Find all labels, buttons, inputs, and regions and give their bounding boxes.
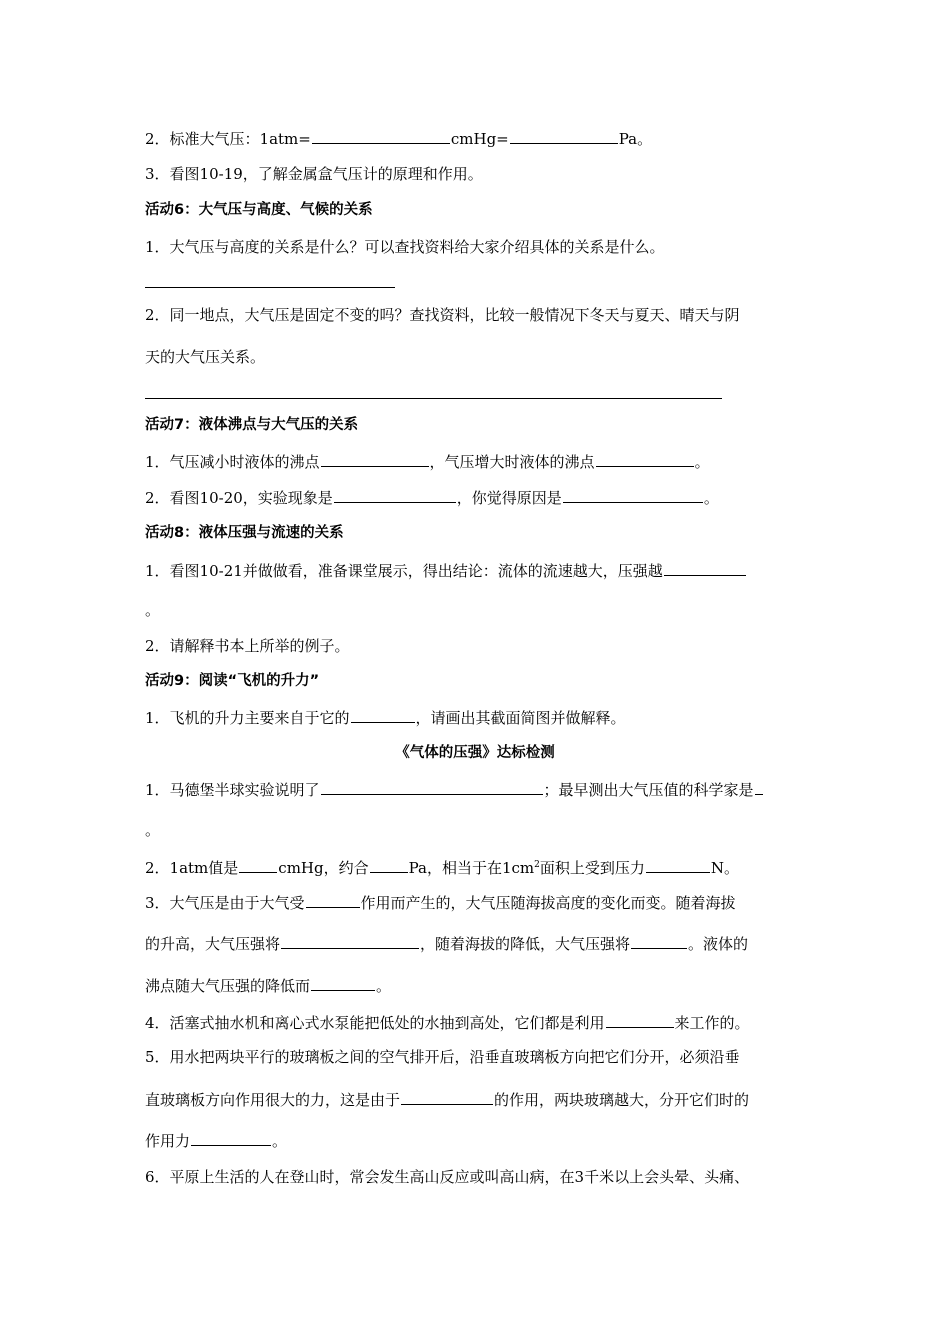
question-3-line-3: 沸点随大气压强的降低而 。 — [145, 977, 392, 995]
line-barometer: 3．看图10-19，了解金属盒气压计的原理和作用。 — [145, 165, 483, 183]
fill-blank[interactable] — [563, 487, 703, 503]
fill-blank[interactable] — [664, 560, 746, 576]
fill-blank[interactable] — [370, 857, 408, 873]
fill-blank[interactable] — [281, 933, 419, 949]
question-2: 2．1atm值是 cmHg，约合 Pa，相当于在$1cm^2$面积上受到压力 N。 — [145, 859, 740, 877]
question-1: 1．马德堡半球实验说明了 ；最早测出大气压值的科学家是 — [145, 779, 764, 799]
line-explain-examples: 2．请解释书本上所举的例子。 — [145, 637, 350, 655]
fill-blank[interactable] — [755, 779, 763, 795]
heading-activity-7: 活动7：液体沸点与大气压的关系 — [145, 417, 359, 433]
line-flow-speed: 1．看图10-21并做做看，准备课堂展示，得出结论：流体的流速越大，压强越 — [145, 560, 747, 580]
fill-blank[interactable] — [334, 487, 456, 503]
fill-blank[interactable] — [596, 451, 694, 467]
fill-blank[interactable] — [631, 933, 687, 949]
line-same-place: 2．同一地点，大气压是固定不变的吗？查找资料，比较一般情况下冬天与夏天、晴天与阴 — [145, 306, 740, 324]
question-3-line-2: 的升高，大气压强将 ，随着海拔的降低，大气压强将 。液体的 — [145, 935, 749, 953]
fill-blank[interactable] — [606, 1012, 674, 1028]
line-height-relation: 1．大气压与高度的关系是什么？可以查找资料给大家介绍具体的关系是什么。 — [145, 238, 665, 256]
line-weather-relation: 天的大气压关系。 — [145, 348, 266, 366]
line-period: 。 — [145, 601, 161, 619]
answer-line[interactable] — [145, 287, 395, 288]
fill-blank[interactable] — [311, 975, 375, 991]
question-5-line-2: 直玻璃板方向作用很大的力，这是由于 的作用，两块玻璃越大，分开它们时的 — [145, 1091, 750, 1109]
line-atm: 2．标准大气压：1atm= cmHg= Pa。 — [145, 130, 653, 148]
line-experiment-1020: 2．看图10-20，实验现象是 ，你觉得原因是 。 — [145, 489, 719, 507]
question-5-line-3: 作用力 。 — [145, 1132, 288, 1150]
question-6: 6．平原上生活的人在登山时，常会发生高山反应或叫高山病，在3千米以上会头晕、头痛、 — [145, 1168, 750, 1186]
fill-blank[interactable] — [401, 1089, 493, 1105]
fill-blank[interactable] — [306, 892, 360, 908]
question-4: 4．活塞式抽水机和离心式水泵能把低处的水抽到高处，它们都是利用 来工作的。 — [145, 1014, 750, 1032]
line-boiling-point: 1．气压减小时液体的沸点 ，气压增大时液体的沸点 。 — [145, 453, 710, 471]
section-title: 《气体的压强》达标检测 — [395, 745, 555, 761]
heading-activity-8: 活动8：液体压强与流速的关系 — [145, 525, 344, 541]
fill-blank[interactable] — [321, 779, 543, 795]
answer-line[interactable] — [145, 398, 722, 399]
fill-blank[interactable] — [510, 128, 618, 144]
fill-blank[interactable] — [351, 707, 415, 723]
heading-activity-6: 活动6：大气压与高度、气候的关系 — [145, 202, 373, 218]
heading-activity-9: 活动9：阅读“飞机的升力” — [145, 673, 320, 689]
fill-blank[interactable] — [312, 128, 450, 144]
fill-blank[interactable] — [191, 1130, 271, 1146]
line-plane-lift: 1．飞机的升力主要来自于它的 ，请画出其截面简图并做解释。 — [145, 709, 626, 727]
question-5-line-1: 5．用水把两块平行的玻璃板之间的空气排开后，沿垂直玻璃板方向把它们分开，必须沿垂 — [145, 1048, 740, 1066]
question-3-line-1: 3．大气压是由于大气受 作用而产生的，大气压随海拔高度的变化而变。随着海拔 — [145, 894, 736, 912]
question-1-end: 。 — [145, 821, 161, 839]
fill-blank[interactable] — [239, 857, 277, 873]
fill-blank[interactable] — [646, 857, 710, 873]
fill-blank[interactable] — [321, 451, 429, 467]
